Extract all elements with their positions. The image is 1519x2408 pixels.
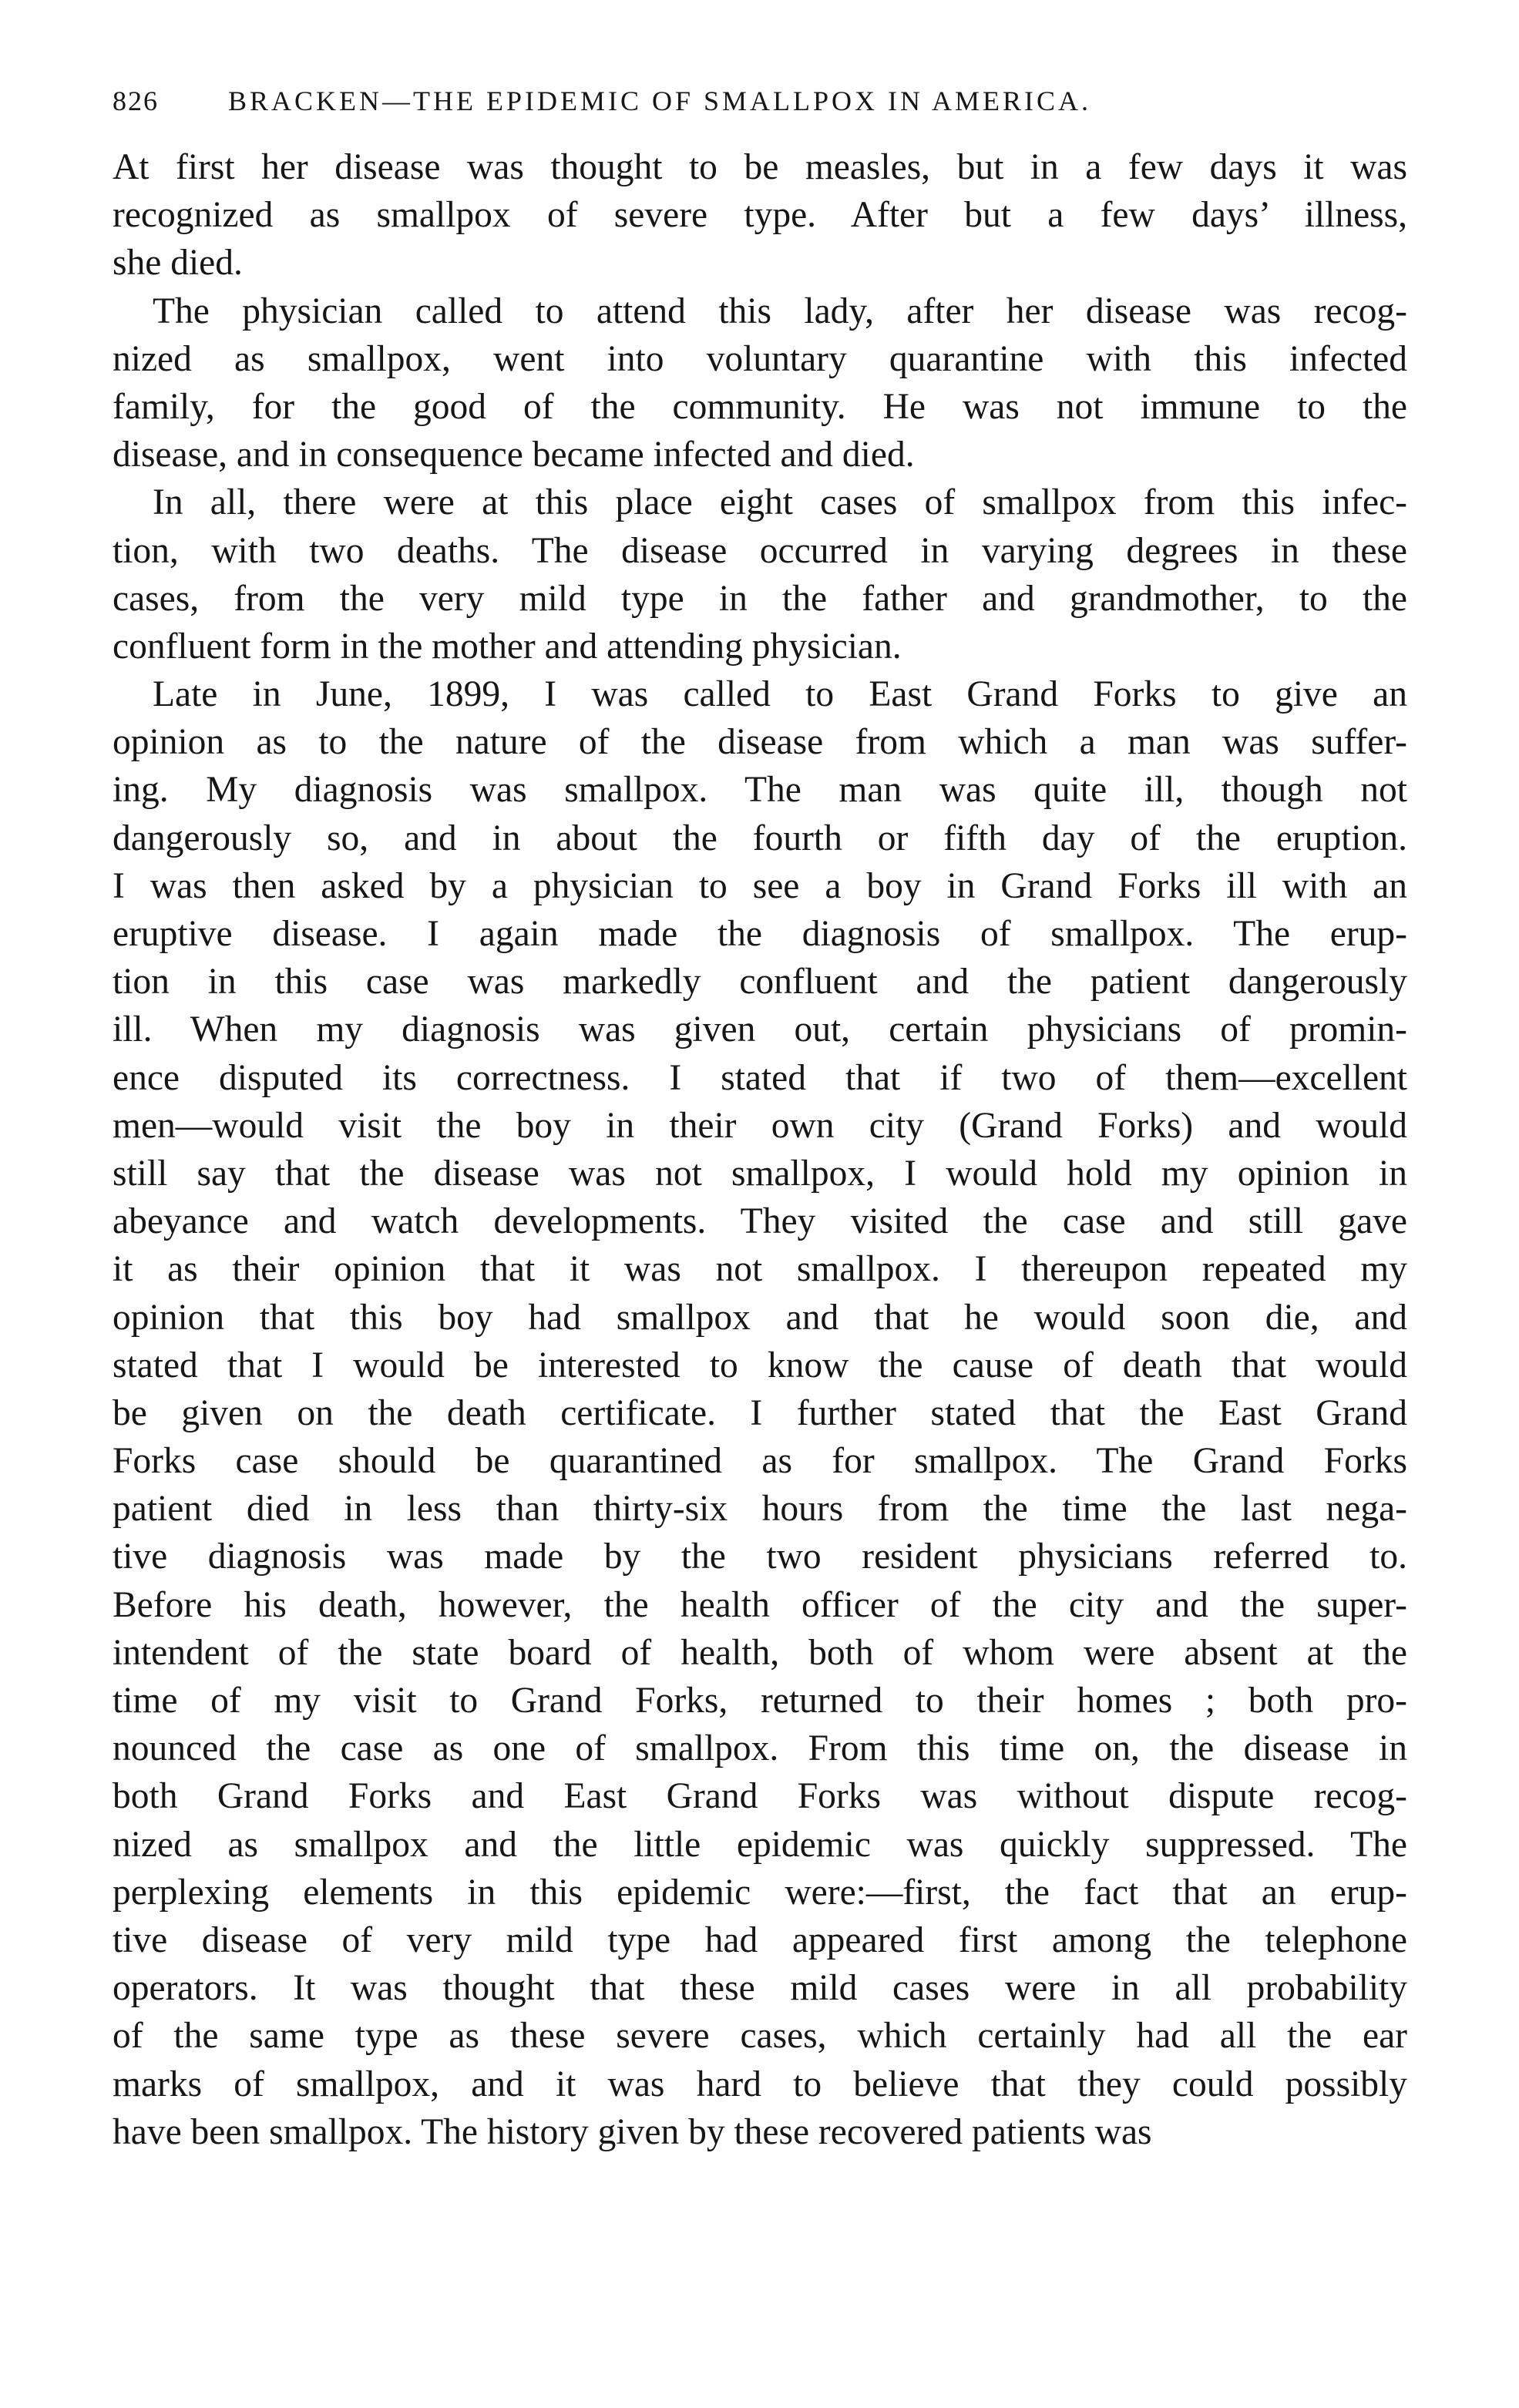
paragraph — [113, 670, 1407, 2156]
page-number: 826 — [113, 86, 159, 116]
text-line: intendent of the state board of health, both of whom were absent at the — [113, 1632, 1407, 1673]
text-line: nized as smallpox, went into voluntary quarantine with this infected — [113, 338, 1407, 379]
body-text — [113, 143, 1407, 2156]
text-line: I was then asked by a physician to see a boy in Grand Forks ill with an — [113, 865, 1407, 906]
text-line: cases, from the very mild type in the father and grandmother, to the — [113, 578, 1407, 619]
text-line: tive diagnosis was made by the two resident physicians referred to. — [113, 1536, 1407, 1577]
text-line: she died. — [113, 243, 243, 284]
text-line: Late in June, 1899, I was called to East Grand Forks to give an — [153, 674, 1407, 715]
text-line: patient died in less than thirty-six hours from the time the last nega- — [113, 1489, 1407, 1530]
text-line: tive disease of very mild type had appeared first among the telephone — [113, 1919, 1407, 1960]
text-line: recognized as smallpox of severe type. After but a few days’ illness, — [113, 195, 1407, 236]
text-line: of the same type as these severe cases, which certainly had all the ear — [113, 2016, 1407, 2057]
text-line: In all, there were at this place eight cases of smallpox from this infec- — [153, 482, 1407, 523]
text-line: ence disputed its correctness. I stated that if two of them—excellent — [113, 1057, 1407, 1098]
text-line: time of my visit to Grand Forks, returned to their homes ; both pro- — [113, 1681, 1407, 1721]
text-line: operators. It was thought that these mild cases were in all probability — [113, 1968, 1407, 2009]
text-line: abeyance and watch developments. They visited the case and still gave — [113, 1201, 1407, 1242]
text-line: be given on the death certificate. I further stated that the East Grand — [113, 1392, 1407, 1433]
paragraph — [113, 479, 1407, 670]
text-line: The physician called to attend this lady, after her disease was recog- — [153, 291, 1407, 331]
text-line: both Grand Forks and East Grand Forks was without dispute recog- — [113, 1776, 1407, 1817]
text-line: eruptive disease. I again made the diagnosis of smallpox. The erup- — [113, 914, 1407, 954]
text-line: tion in this case was markedly confluent and the patient dangerously — [113, 962, 1407, 1002]
paragraph — [113, 143, 1407, 287]
document-page — [113, 85, 1407, 2156]
text-line: opinion that this boy had smallpox and that he would soon die, and — [113, 1297, 1407, 1338]
text-line: nounced the case as one of smallpox. From this time on, the disease in — [113, 1728, 1407, 1769]
text-line: Forks case should be quarantined as for smallpox. The Grand Forks — [113, 1441, 1407, 1482]
text-line: disease, and in consequence became infected and died. — [113, 435, 915, 475]
text-line: perplexing elements in this epidemic were:—first, the fact that an erup- — [113, 1872, 1407, 1913]
text-line: ill. When my diagnosis was given out, certain physicians of promin- — [113, 1009, 1407, 1050]
text-line: At first her disease was thought to be measles, but in a few days it was — [113, 147, 1407, 187]
text-line: stated that I would be interested to know the cause of death that would — [113, 1345, 1407, 1385]
text-line: ing. My diagnosis was smallpox. The man was quite ill, though not — [113, 770, 1407, 811]
running-title: BRACKEN—THE EPIDEMIC OF SMALLPOX IN AMERICA. — [228, 86, 1092, 116]
text-line: dangerously so, and in about the fourth or fifth day of the eruption. — [113, 818, 1407, 858]
text-line: it as their opinion that it was not smallpox. I thereupon repeated my — [113, 1249, 1407, 1290]
text-line: still say that the disease was not smallpox, I would hold my opinion in — [113, 1153, 1407, 1194]
text-line: opinion as to the nature of the disease from which a man was suffer- — [113, 722, 1407, 763]
text-line: men—would visit the boy in their own city (Grand Forks) and would — [113, 1105, 1407, 1146]
text-line: nized as smallpox and the little epidemic was quickly suppressed. The — [113, 1824, 1407, 1865]
text-line: confluent form in the mother and attending physician. — [113, 626, 902, 667]
running-head — [113, 85, 1407, 117]
text-line: family, for the good of the community. He was not immune to the — [113, 386, 1407, 427]
text-line: tion, with two deaths. The disease occurred in varying degrees in these — [113, 530, 1407, 571]
text-line: Before his death, however, the health officer of the city and the super- — [113, 1584, 1407, 1625]
text-line: have been smallpox. The history given by these recovered patients was — [113, 2111, 1152, 2152]
text-line: marks of smallpox, and it was hard to believe that they could possibly — [113, 2064, 1407, 2104]
paragraph — [113, 287, 1407, 479]
